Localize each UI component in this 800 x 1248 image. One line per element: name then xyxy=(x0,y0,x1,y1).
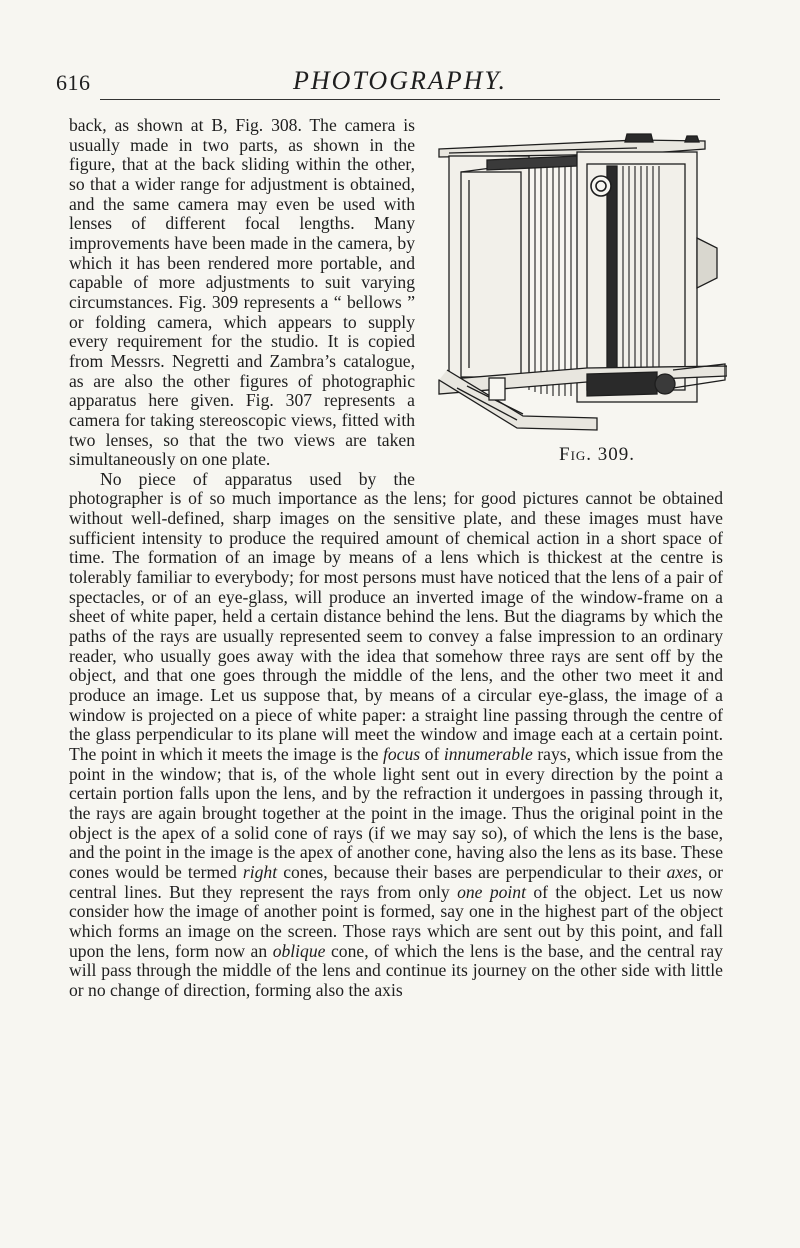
body-text xyxy=(69,116,723,1001)
bellows-camera-illustration xyxy=(427,118,727,438)
running-title: PHOTOGRAPHY. xyxy=(293,66,507,95)
figure-309 xyxy=(427,118,727,486)
page-number: 616 xyxy=(56,70,91,95)
paragraph-1: back, as shown at B, Fig. 308. The camera is usually made in two parts, as shown in the figure, that at the back sliding within the other, so that a wider range for adjustment is obtained, and the same camera may even be used with lenses of different focal lengths. Many improvements have been made in the camera, by which it has been rendered more portable, and capable of more adjustments to suit varying circumstances. Fig. 309 represents a “ bellows ” or folding camera, which appears to supply every requirement for the studio. It is copied from Messrs. Negretti and Zambra’s catalogue, as are also the other figures of photographic apparatus here given. Fig. 307 represents a camera for taking stereoscopic views, fitted with two lenses, so that the two views are taken simultaneously on one plate. xyxy=(69,115,415,470)
paragraph-2: No piece of apparatus used by the photographer is of so much importance as the lens; for good pictures cannot be obtained without well-defined, sharp images on the sensitive plate, and these images must have sufficient intensity to produce the required amount of chemical action in a short space of time. The formation of an image by means of a lens which is thickest at the centre is tolerably familiar to everybody; for most persons must have noticed that the lens of a pair of spectacles, or of an eye-glass, will produce an inverted image of the window-frame on a sheet of white paper, held a certain distance behind the lens. But the diagrams by which the paths of the rays are usually represented seem to convey a false impression to an ordinary reader, who usually goes away with the idea that somehow three rays are sent off by the object, and that one goes through the middle of the lens, and the other two meet it and produce an image. Let us suppose that, by means of a circular eye-glass, the image of a window is projected on a piece of white paper: a straight line passing through the centre of the glass perpendicular to its plane will meet the window and image each at a certain point. The point in which it meets the image is the focus of innumerable rays, which issue from the point in the window; that is, of the whole light sent out in every direction by the point a certain portion falls upon the lens, and by the refraction it undergoes in passing through it, the rays are again brought together at the point in the image. Thus the original point in the object is the apex of a solid cone of rays (if we may say so), of which the lens is the base, and the point in the image is the apex of another cone, having also the lens as its base. These cones would be termed right cones, because their bases are perpendicular to their axes, or central lines. But they represent the rays from only one point of the object. Let us now consider how the image of another point is formed, say one in the highest part of the object which forms an image on the screen. Those rays which are sent out by this point, and fall upon the lens, form now an oblique cone, of which the lens is the base, and the central ray will pass through the middle of the lens and continue its journey on the other side with little or no change of direction, forming also the axis xyxy=(69,468,724,1000)
header-rule xyxy=(100,99,720,100)
figure-caption: Fig. 309. xyxy=(559,444,636,465)
